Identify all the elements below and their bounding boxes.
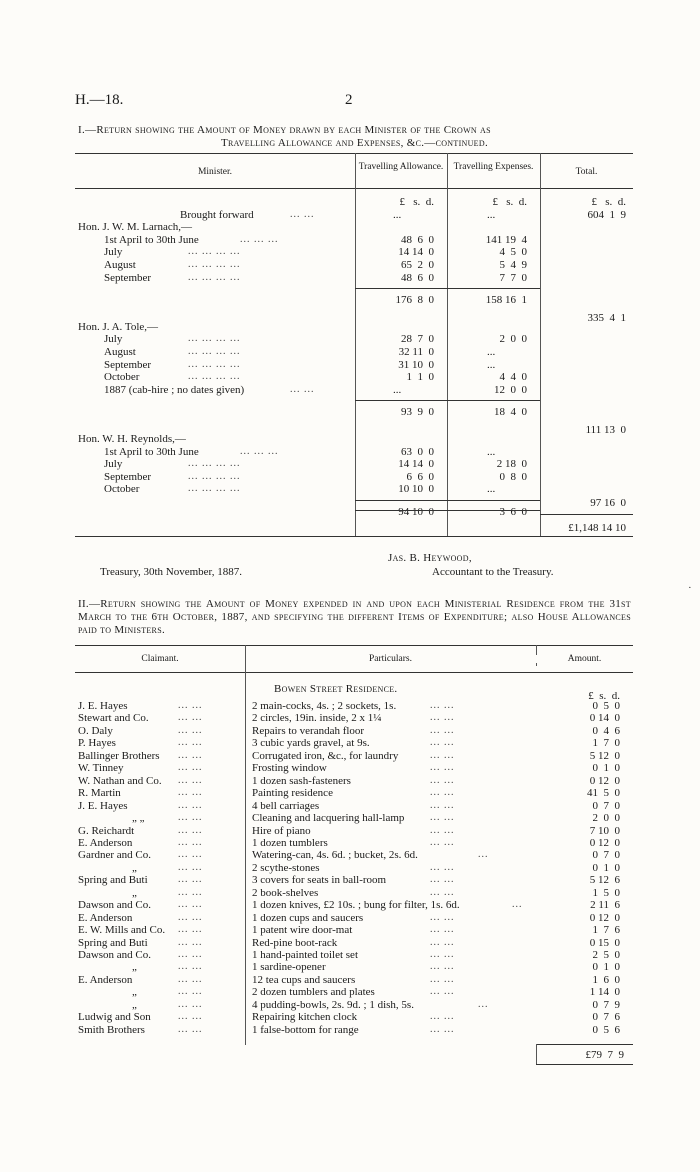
claimant-name: Spring and Buti (78, 936, 148, 949)
amount-value: 1 6 0 (592, 973, 620, 986)
claimant-name: „ (132, 998, 137, 1011)
leader-dots: ... ... ... ... (188, 458, 241, 470)
leader-dots: ... ... (178, 824, 203, 836)
leader-dots: ... ... (178, 787, 203, 799)
leader-dots: ... ... ... (240, 233, 279, 245)
subtotal-rule (355, 288, 540, 289)
leader-dots: ... ... (290, 383, 315, 395)
expenses-value: ... (487, 346, 496, 358)
allowance-value: 48 6 0 (401, 271, 434, 284)
expenses-value: 4 5 0 (499, 246, 527, 259)
leader-dots: ... ... (178, 911, 203, 923)
amount-value: 2 5 0 (592, 949, 620, 961)
leader-dots: ... ... ... ... (188, 470, 241, 482)
claimant-name: Stewart and Co. (78, 712, 149, 725)
amount-value: 1 14 0 (589, 986, 620, 999)
page-header (75, 92, 635, 112)
amount-value: 0 12 0 (589, 836, 620, 849)
period-label: July (104, 333, 123, 346)
subtotal-expenses: 3 6 0 (499, 506, 527, 518)
return-two-caption: II.—Return showing the Amount of Money expended in and upon each Ministerial Residence from the 31st March to the 6th October, 1887, and specifying the different Items of Expenditure; also House Allowances paid to Ministers. (78, 598, 631, 636)
minister-total: 97 16 0 (590, 497, 626, 509)
leader-dots: ... ... (430, 824, 455, 836)
claimant-name: R. Martin (78, 787, 121, 800)
leader-dots: ... ... (430, 1023, 455, 1035)
claimant-name: „ (132, 861, 137, 874)
particulars-divider-right-tick (536, 663, 537, 666)
amount-value: 0 1 0 (592, 762, 620, 775)
column-divider-1 (447, 153, 448, 536)
subtotal-allowance: 93 9 0 (401, 406, 434, 419)
claimant-name: Spring and Buti (78, 874, 148, 887)
particulars-text: 2 dozen tumblers and plates (252, 986, 375, 999)
particulars-text: Watering-can, 4s. 6d. ; bucket, 2s. 6d. (252, 849, 418, 862)
expenses-value: ... (487, 483, 496, 496)
particulars-text: 2 main-cocks, 4s. ; 2 sockets, 1s. (252, 700, 397, 712)
particulars-text: Cleaning and lacquering hall-lamp (252, 812, 405, 825)
claimant-name: „ (132, 986, 137, 999)
leader-dots: ... ... (430, 762, 455, 774)
minister-total: 335 4 1 (587, 312, 626, 325)
return-one-caption-line1: I.—Return showing the Amount of Money drawn by each Minister of the Crown as (78, 124, 491, 136)
period-label: September (104, 358, 152, 371)
subtotal-allowance: 176 8 0 (395, 294, 434, 307)
particulars-text: 3 cubic yards gravel, at 9s. (252, 737, 370, 750)
allowance-value: 1 1 0 (406, 371, 434, 384)
amount-value: 0 7 6 (592, 1011, 620, 1024)
expenses-value: ... (487, 445, 496, 458)
period-label: September (104, 470, 152, 483)
leader-dots: ... ... (430, 973, 455, 985)
leader-dots: ... (512, 899, 523, 911)
particulars-text: 1 dozen knives, £2 10s. ; bung for filter, 1s. 6d. (252, 899, 460, 912)
expenses-value: 2 18 0 (496, 458, 527, 471)
allowance-value: 6 6 0 (406, 470, 434, 483)
claimant-name: P. Hayes (78, 737, 116, 750)
expenses-value: 5 4 9 (499, 259, 527, 271)
brought-forward-label: Brought forward (180, 208, 254, 221)
period-label: July (104, 246, 123, 259)
amount-value: 5 12 6 (589, 874, 620, 887)
expenses-value: 141 19 4 (485, 233, 527, 246)
claimant-name: Smith Brothers (78, 1023, 145, 1036)
amount-value: 0 7 9 (592, 998, 620, 1011)
particulars-text: 2 scythe-stones (252, 861, 320, 874)
subtotal-allowance: 94 10 0 (398, 506, 434, 518)
leader-dots: ... ... (430, 787, 455, 799)
leader-dots: ... ... (178, 961, 203, 973)
period-label: September (104, 271, 152, 284)
particulars-text: 1 hand-painted toilet set (252, 949, 358, 961)
expenses-value: 4 4 0 (499, 371, 527, 384)
amount-value: 0 14 0 (589, 712, 620, 725)
table-two-total: £79 7 9 (585, 1049, 624, 1061)
expenses-value: 7 7 0 (499, 271, 527, 284)
margin-mark: · (688, 582, 692, 594)
particulars-text: 2 circles, 19in. inside, 2 x 1¼ (252, 712, 382, 725)
amount-value: 0 7 0 (592, 799, 620, 812)
amount-value: 2 0 0 (592, 812, 620, 825)
leader-dots: ... ... (178, 861, 203, 873)
minister-name: Hon. J. A. Tole,— (78, 320, 159, 333)
allowance-value: 14 14 0 (398, 246, 434, 259)
claimant-name: O. Daly (78, 724, 113, 737)
amount-value: 0 5 6 (592, 1023, 620, 1036)
claimant-name: Dawson and Co. (78, 899, 152, 912)
amount-value: 0 5 0 (592, 700, 620, 712)
leader-dots: ... ... ... ... (188, 346, 241, 357)
allowance-value: 32 11 0 (398, 346, 434, 358)
leader-dots: ... ... (430, 774, 455, 786)
grand-total-rule (540, 514, 633, 515)
amount-value: 0 4 6 (592, 724, 620, 737)
table-one-bottom-rule (355, 510, 540, 511)
leader-dots: ... ... (178, 1011, 203, 1023)
particulars-text: 1 sardine-opener (252, 961, 326, 974)
leader-dots: ... (478, 998, 489, 1010)
leader-dots: ... ... (430, 700, 455, 711)
page-number: 2 (345, 92, 353, 108)
grand-total: £1,148 14 10 (568, 522, 626, 534)
table-rule-top (75, 153, 633, 154)
column-divider-2 (540, 153, 541, 536)
units-amount: £ s. d. (588, 690, 620, 702)
brought-forward-total: 604 1 9 (587, 208, 626, 221)
leader-dots: ... ... (430, 986, 455, 998)
period-label: 1st April to 30th June (104, 445, 199, 458)
particulars-text: 4 pudding-bowls, 2s. 9d. ; 1 dish, 5s. (252, 998, 414, 1011)
leader-dots: ... ... (178, 924, 203, 936)
allowance-value: 31 10 0 (398, 358, 434, 371)
leader-dots: ... ... (178, 712, 203, 724)
leader-dots: ... ... ... ... (188, 358, 241, 370)
particulars-text: 3 covers for seats in ball-room (252, 874, 387, 887)
leader-dots: ... ... (430, 712, 455, 724)
amount-total-divider (536, 1044, 537, 1064)
table-two-total-rule (536, 1044, 633, 1045)
leader-dots: ... ... (430, 874, 455, 886)
leader-dots: ... ... (178, 874, 203, 886)
particulars-text: Painting residence (252, 787, 333, 800)
claimant-name: J. E. Hayes (78, 700, 128, 712)
table-two-total-rule-bottom (536, 1064, 633, 1065)
leader-dots: ... ... ... ... (188, 333, 241, 345)
leader-dots: ... ... (178, 849, 203, 861)
particulars-text: 1 dozen tumblers (252, 836, 328, 849)
particulars-text: Frosting window (252, 762, 327, 775)
leader-dots: ... ... (430, 799, 455, 811)
leader-dots: ... ... (430, 961, 455, 973)
leader-dots: ... ... ... ... (188, 246, 241, 258)
leader-dots: ... ... (178, 936, 203, 948)
leader-dots: ... ... (430, 724, 455, 736)
claimant-name: E. Anderson (78, 911, 133, 924)
brought-forward-expenses: ... (487, 208, 496, 221)
leader-dots: ... ... ... ... (188, 271, 241, 283)
column-header-particulars: Particulars. (368, 654, 412, 664)
particulars-text: 1 false-bottom for range (252, 1023, 359, 1036)
period-label: August (104, 346, 136, 358)
leader-dots: ... ... (178, 724, 203, 736)
subtotal-rule (355, 500, 540, 501)
leader-dots: ... ... (178, 899, 203, 911)
allowance-value: 48 6 0 (401, 233, 434, 246)
leader-dots: ... ... (430, 861, 455, 873)
leader-dots: ... ... (178, 737, 203, 749)
allowance-value: 14 14 0 (398, 458, 434, 471)
claimant-name: E. Anderson (78, 973, 133, 986)
table-header-rule (75, 188, 633, 189)
column-header-total: Total. (575, 167, 598, 177)
leader-dots: ... ... (290, 208, 315, 220)
table-two-header-rule (75, 672, 633, 673)
return-one-caption (78, 124, 631, 150)
leader-dots: ... ... (430, 836, 455, 848)
minister-name: Hon. W. H. Reynolds,— (78, 433, 186, 445)
particulars-text: 2 book-shelves (252, 886, 319, 899)
column-header-travelling-expenses: Travelling Expenses. (453, 162, 534, 172)
expenses-value: 12 0 0 (494, 383, 527, 396)
claimant-name: E. W. Mills and Co. (78, 924, 166, 937)
allowance-value: 10 10 0 (398, 483, 434, 496)
signatory-title: Accountant to the Treasury. (432, 566, 554, 578)
section-heading: Bowen Street Residence. (274, 683, 398, 695)
particulars-text: 12 tea cups and saucers (252, 973, 356, 986)
claimant-name: W. Nathan and Co. (78, 774, 162, 787)
units-total: £ s. d. (591, 196, 626, 208)
amount-value: 0 1 0 (592, 961, 620, 974)
document-reference: H.—18. (75, 92, 124, 108)
claimant-name: W. Tinney (78, 762, 124, 775)
table-rule-bottom (75, 536, 633, 537)
leader-dots: ... (478, 849, 489, 861)
particulars-text: Corrugated iron, &c., for laundry (252, 749, 399, 762)
leader-dots: ... ... (178, 700, 203, 711)
units-allowance: £ s. d. (399, 196, 434, 208)
allowance-value: ... (393, 383, 402, 396)
particulars-divider-right-head (536, 645, 537, 655)
column-header-minister: Minister. (197, 167, 233, 177)
minister-total: 111 13 0 (585, 424, 626, 437)
particulars-divider-left (245, 645, 246, 1045)
column-divider-0 (355, 153, 356, 536)
amount-value: 41 5 0 (587, 787, 620, 800)
particulars-text: 1 dozen cups and saucers (252, 911, 364, 924)
leader-dots: ... ... ... ... (188, 483, 241, 495)
claimant-name: J. E. Hayes (78, 799, 128, 812)
subtotal-expenses: 18 4 0 (494, 406, 527, 419)
leader-dots: ... ... (178, 998, 203, 1010)
leader-dots: ... ... (430, 886, 455, 898)
period-label: October (104, 483, 140, 496)
period-label: 1887 (cab-hire ; no dates given) (104, 383, 245, 396)
units-expenses: £ s. d. (492, 196, 527, 208)
amount-value: 1 5 0 (592, 886, 620, 899)
leader-dots: ... ... (178, 799, 203, 811)
signature-place-date: Treasury, 30th November, 1887. (100, 566, 243, 578)
leader-dots: ... ... (430, 936, 455, 948)
particulars-text: Repairing kitchen clock (252, 1011, 358, 1024)
minister-name: Hon. J. W. M. Larnach,— (78, 221, 192, 234)
amount-value: 0 1 0 (592, 861, 620, 874)
brought-forward-allowance: ... (393, 208, 402, 221)
particulars-text: Red-pine boot-rack (252, 936, 338, 949)
period-label: October (104, 371, 140, 384)
amount-value: 1 7 0 (592, 737, 620, 750)
amount-value: 2 11 6 (590, 899, 620, 912)
amount-value: 0 7 0 (592, 849, 620, 862)
leader-dots: ... ... (178, 836, 203, 848)
subtotal-expenses: 158 16 1 (485, 294, 527, 307)
expenses-value: 2 0 0 (499, 333, 527, 346)
leader-dots: ... ... (178, 774, 203, 786)
particulars-text: 1 patent wire door-mat (252, 924, 353, 937)
leader-dots: ... ... (430, 924, 455, 936)
leader-dots: ... ... (430, 911, 455, 923)
leader-dots: ... ... (430, 1011, 455, 1023)
amount-value: 0 12 0 (589, 911, 620, 924)
particulars-text: 1 dozen sash-fasteners (252, 774, 351, 787)
leader-dots: ... ... (178, 762, 203, 774)
signatory-name: Jas. B. Heywood, (388, 552, 472, 564)
allowance-value: 28 7 0 (401, 333, 434, 346)
period-label: 1st April to 30th June (104, 233, 199, 246)
claimant-name: Ballinger Brothers (78, 749, 160, 762)
allowance-value: 63 0 0 (401, 445, 434, 458)
leader-dots: ... ... (430, 949, 455, 960)
amount-value: 0 15 0 (589, 936, 620, 949)
leader-dots: ... ... ... (240, 445, 279, 457)
claimant-name: E. Anderson (78, 836, 133, 849)
particulars-text: 4 bell carriages (252, 799, 320, 812)
claimant-name: G. Reichardt (78, 824, 135, 837)
column-header-amount: Amount. (567, 654, 602, 664)
table-two-rule-top (75, 645, 633, 646)
claimant-name: „ (132, 886, 137, 899)
expenses-value: 0 8 0 (499, 470, 527, 483)
return-one-caption-line2: Travelling Allowance and Expenses, &c.—continued. (220, 137, 488, 149)
particulars-text: Repairs to verandah floor (252, 724, 365, 737)
claimant-name: Gardner and Co. (78, 849, 152, 862)
expenses-value: ... (487, 358, 496, 371)
leader-dots: ... ... (430, 749, 455, 761)
period-label: August (104, 259, 136, 271)
particulars-text: Hire of piano (252, 824, 311, 837)
leader-dots: ... ... (178, 812, 203, 824)
column-header-claimant: Claimant. (141, 654, 179, 664)
amount-value: 7 10 0 (589, 824, 620, 837)
amount-value: 5 12 0 (589, 749, 620, 762)
leader-dots: ... ... (430, 737, 455, 749)
leader-dots: ... ... ... ... (188, 371, 241, 383)
amount-value: 1 7 6 (592, 924, 620, 937)
leader-dots: ... ... (178, 886, 203, 898)
leader-dots: ... ... (178, 973, 203, 985)
column-header-travelling-allowance: Travelling Allowance. (358, 162, 444, 172)
leader-dots: ... ... (178, 986, 203, 998)
leader-dots: ... ... (178, 749, 203, 761)
claimant-name: Dawson and Co. (78, 949, 152, 961)
period-label: July (104, 458, 123, 471)
subtotal-rule (355, 400, 540, 401)
claimant-name: „ „ (132, 812, 145, 825)
leader-dots: ... ... (430, 812, 455, 824)
leader-dots: ... ... (178, 1023, 203, 1035)
leader-dots: ... ... (178, 949, 203, 960)
leader-dots: ... ... ... ... (188, 259, 241, 270)
allowance-value: 65 2 0 (401, 259, 434, 271)
claimant-name: „ (132, 961, 137, 974)
claimant-name: Ludwig and Son (78, 1011, 151, 1024)
amount-value: 0 12 0 (589, 774, 620, 787)
